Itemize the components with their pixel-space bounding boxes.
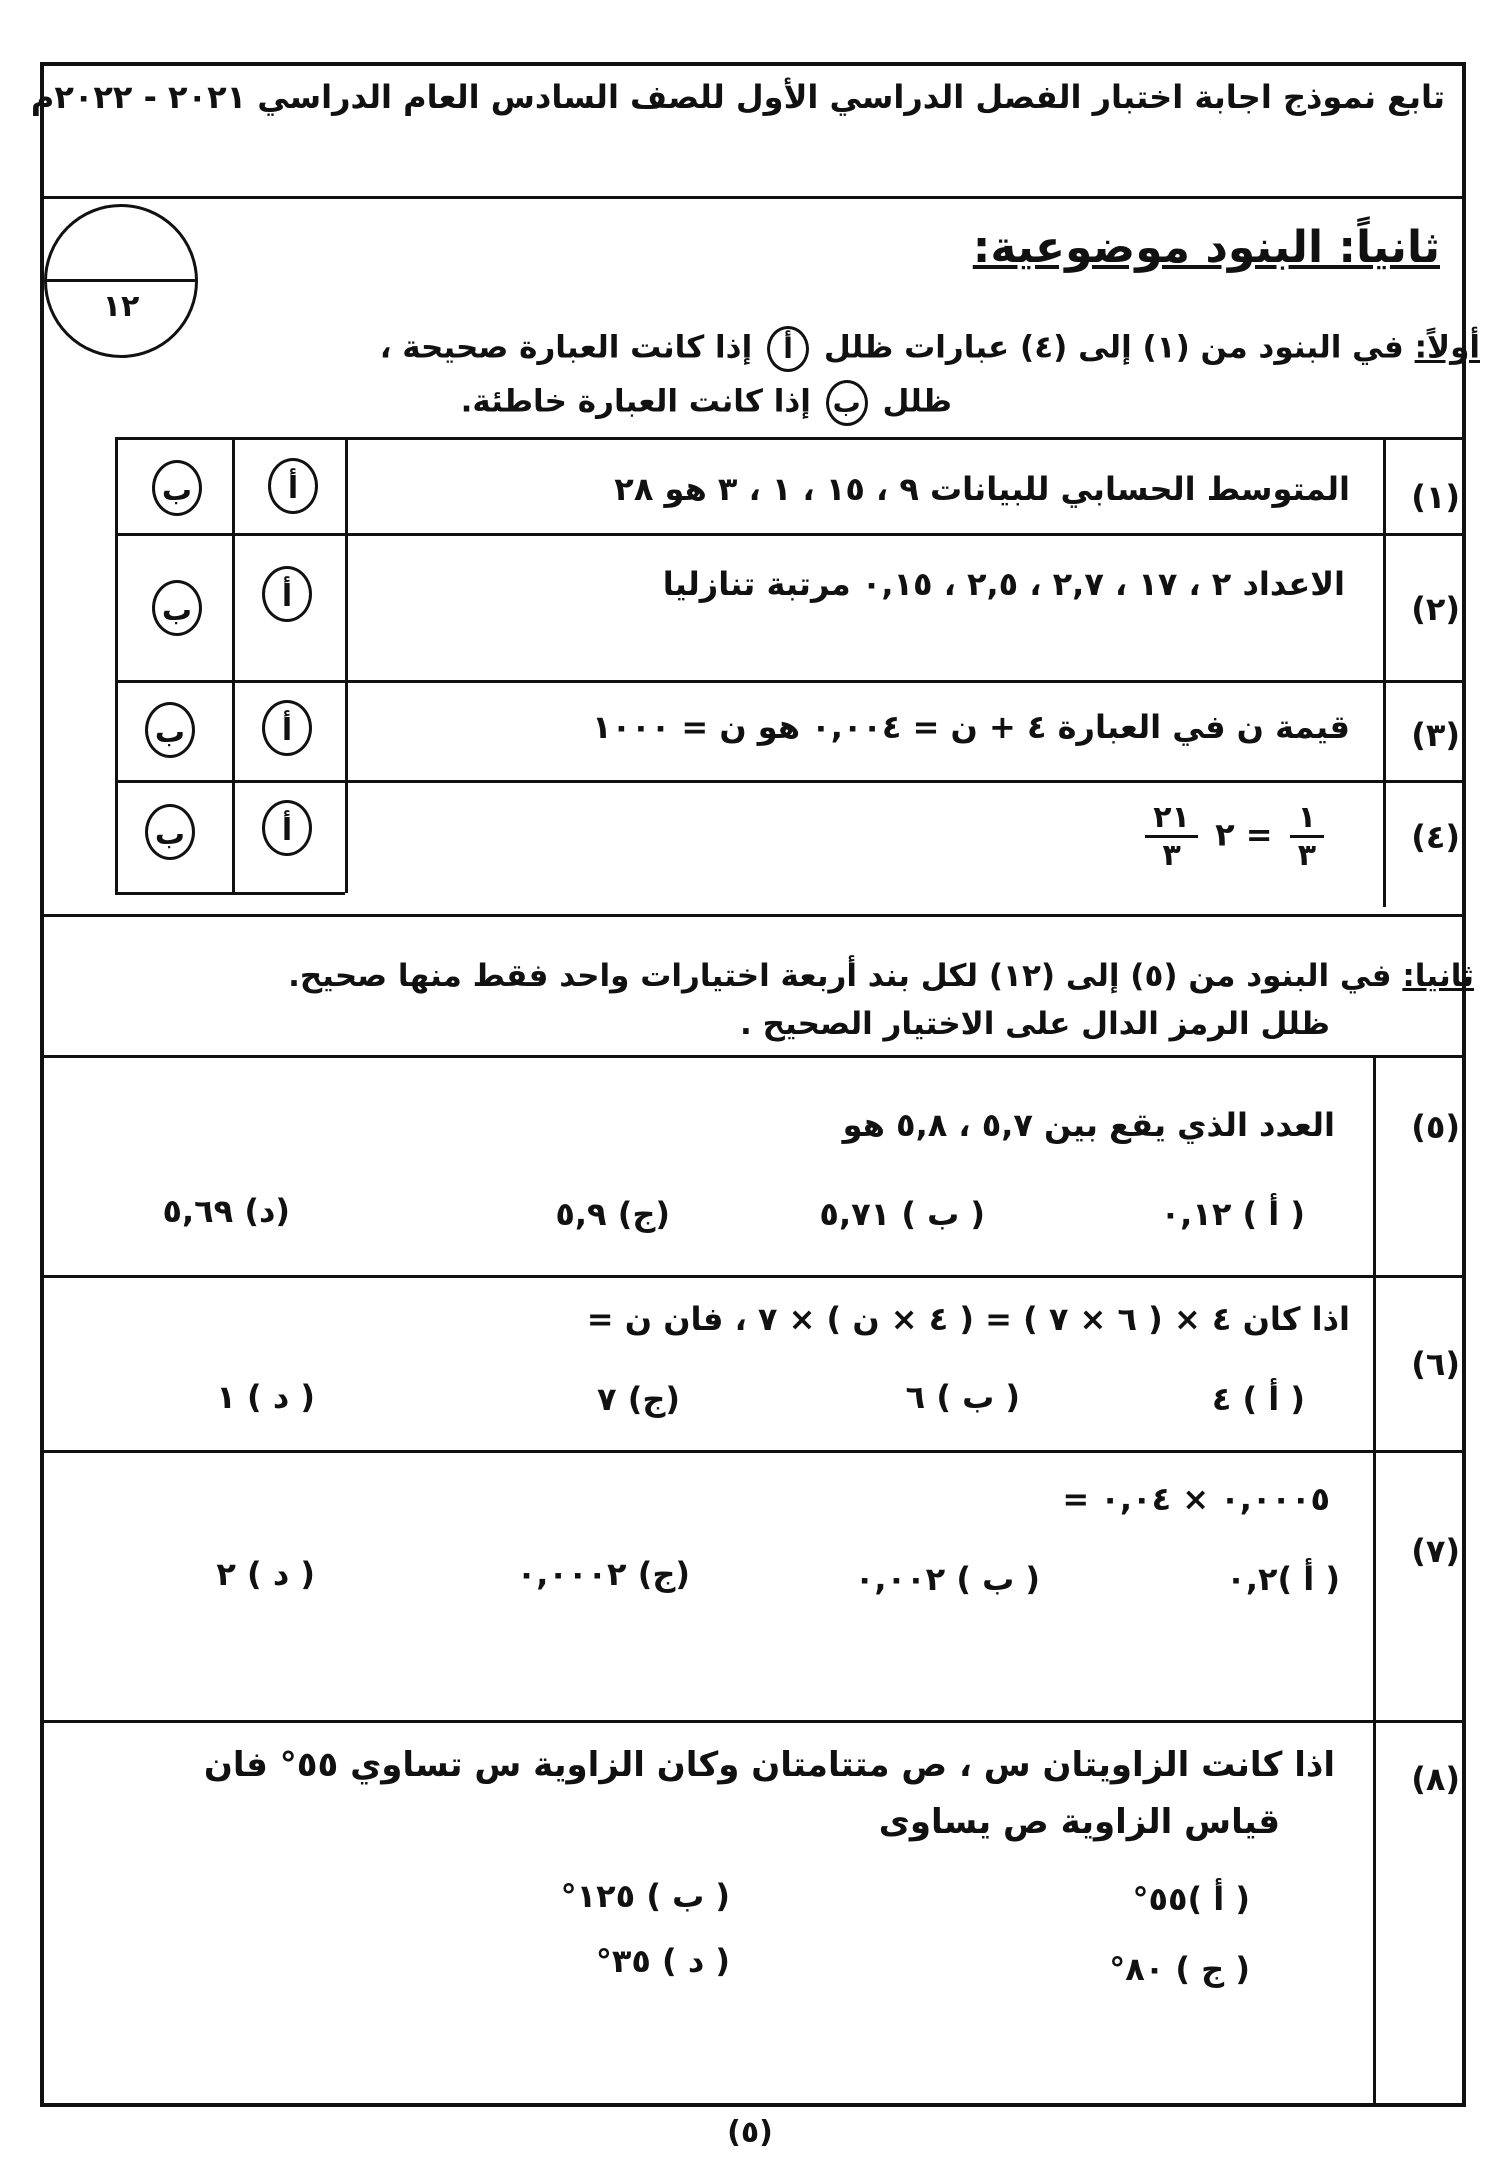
item-4-statement bbox=[1139, 800, 1330, 873]
part2-text-1: في البنود من (٥) إلى (١٢) لكل بند أربعة اختيارات واحد فقط منها صحيح. bbox=[288, 958, 1392, 994]
item-4-option-b[interactable]: ب bbox=[145, 804, 195, 860]
part1-instruction-line1 bbox=[380, 326, 1480, 372]
item-5-question: العدد الذي يقع بين ٥,٧ ، ٥,٨ هو bbox=[842, 1106, 1335, 1144]
section-title: ثانياً: البنود موضوعية: bbox=[972, 222, 1440, 273]
item-6-option-b[interactable]: ( ب ) ٦ bbox=[905, 1378, 1020, 1416]
item-8-option-b[interactable]: ( ب ) ١٢٥° bbox=[560, 1877, 730, 1915]
item-8-question-line2: قياس الزاوية ص يساوى bbox=[878, 1802, 1280, 1842]
item-1-statement: المتوسط الحسابي للبيانات ٩ ، ١٥ ، ١ ، ٣ هو ٢٨ bbox=[614, 470, 1350, 508]
item-5-option-b[interactable]: ( ب ) ٥,٧١ bbox=[819, 1195, 985, 1233]
item-4-equals: = ٢ bbox=[1215, 815, 1273, 854]
item-1-option-b[interactable]: ب bbox=[152, 460, 202, 516]
item-8-option-a[interactable]: ( أ )٥٥° bbox=[1132, 1880, 1250, 1918]
item-7-number: (٧) bbox=[1411, 1532, 1460, 1570]
item-1-number: (١) bbox=[1411, 478, 1460, 516]
item-2-option-b[interactable]: ب bbox=[152, 580, 202, 636]
item-6-option-a[interactable]: ( أ ) ٤ bbox=[1211, 1380, 1305, 1418]
item-8-number: (٨) bbox=[1411, 1760, 1460, 1798]
item-8-option-c[interactable]: ( ج ) ٨٠° bbox=[1109, 1950, 1250, 1988]
item-6-option-c[interactable]: (ج) ٧ bbox=[597, 1380, 680, 1418]
item-8-option-d[interactable]: ( د ) ٣٥° bbox=[595, 1942, 730, 1980]
part2-instruction-line2: ظلل الرمز الدال على الاختيار الصحيح . bbox=[740, 1006, 1330, 1042]
part1-instruction-line2 bbox=[461, 380, 952, 426]
fraction-right: $\frac{١}{٣}$ bbox=[1290, 800, 1324, 873]
header-divider bbox=[40, 196, 1466, 199]
fraction-left: $\frac{٢١}{٣}$ bbox=[1145, 800, 1198, 873]
part2-divider bbox=[40, 1055, 1466, 1058]
item-7-option-b[interactable]: ( ب ) ٠,٠٠٢ bbox=[854, 1560, 1040, 1598]
item-2-option-a[interactable]: أ bbox=[262, 566, 312, 622]
item-5-number: (٥) bbox=[1411, 1108, 1460, 1146]
item-3-option-a[interactable]: أ bbox=[262, 700, 312, 756]
score-divider bbox=[47, 279, 195, 282]
item-4-option-a[interactable]: أ bbox=[262, 800, 312, 856]
score-value: ١٢ bbox=[102, 289, 140, 324]
item-2-number: (٢) bbox=[1411, 590, 1460, 628]
item-7-option-d[interactable]: ( د ) ٢ bbox=[216, 1555, 315, 1593]
item-7-question: ٠,٠٠٠٥ × ٠,٠٤ = bbox=[1062, 1480, 1330, 1518]
item-5-option-d[interactable]: (د) ٥,٦٩ bbox=[162, 1192, 290, 1230]
part1-text-a: في البنود من (١) إلى (٤) عبارات ظلل bbox=[823, 329, 1404, 366]
item-6-number: (٦) bbox=[1411, 1345, 1460, 1383]
item-3-option-b[interactable]: ب bbox=[145, 702, 195, 758]
part2-label: ثانيا: bbox=[1402, 958, 1474, 994]
score-circle bbox=[44, 204, 198, 358]
item-7-option-c[interactable]: (ج) ٠,٠٠٠٢ bbox=[516, 1555, 690, 1593]
circle-a-symbol: أ bbox=[767, 326, 809, 372]
part2-top-divider bbox=[40, 914, 1466, 917]
header-title: تابع نموذج اجابة اختبار الفصل الدراسي الأول للصف السادس العام الدراسي ٢٠٢١ - ٢٠٢٢م bbox=[30, 78, 1445, 116]
part1-text-d: إذا كانت العبارة خاطئة. bbox=[460, 383, 811, 420]
part1-text-c: ظلل bbox=[882, 383, 952, 420]
page-number: (٥) bbox=[727, 2115, 773, 2150]
item-4-number: (٤) bbox=[1411, 818, 1460, 856]
item-6-option-d[interactable]: ( د ) ١ bbox=[216, 1378, 315, 1416]
item-3-number: (٣) bbox=[1411, 716, 1460, 754]
part1-label: أولاً: bbox=[1414, 329, 1480, 366]
part2-instruction-line1 bbox=[288, 958, 1474, 994]
item-6-question: اذا كان ٤ × ( ٦ × ٧ ) = ( ٤ × ن ) × ٧ ، فان ن = bbox=[586, 1300, 1350, 1338]
item-3-statement: قيمة ن في العبارة ٤ + ن = ٠,٠٠٤ هو ن = ١٠٠٠ bbox=[592, 708, 1350, 746]
circle-b-symbol: ب bbox=[826, 380, 868, 426]
item-8-question-line1: اذا كانت الزاويتان س ، ص متتامتان وكان الزاوية س تساوي ٥٥° فان bbox=[203, 1745, 1335, 1785]
part1-text-b: إذا كانت العبارة صحيحة ، bbox=[379, 329, 753, 366]
item-5-option-a[interactable]: ( أ ) ٠,١٢ bbox=[1160, 1195, 1305, 1233]
item-5-option-c[interactable]: (ج) ٥,٩ bbox=[555, 1195, 670, 1233]
item-1-option-a[interactable]: أ bbox=[268, 458, 318, 514]
item-7-option-a[interactable]: ( أ )٠,٢ bbox=[1226, 1560, 1340, 1598]
item-2-statement: الاعداد ٢ ، ١٧ ، ٢,٧ ، ٢,٥ ، ٠,١٥ مرتبة تنازليا bbox=[662, 565, 1345, 603]
